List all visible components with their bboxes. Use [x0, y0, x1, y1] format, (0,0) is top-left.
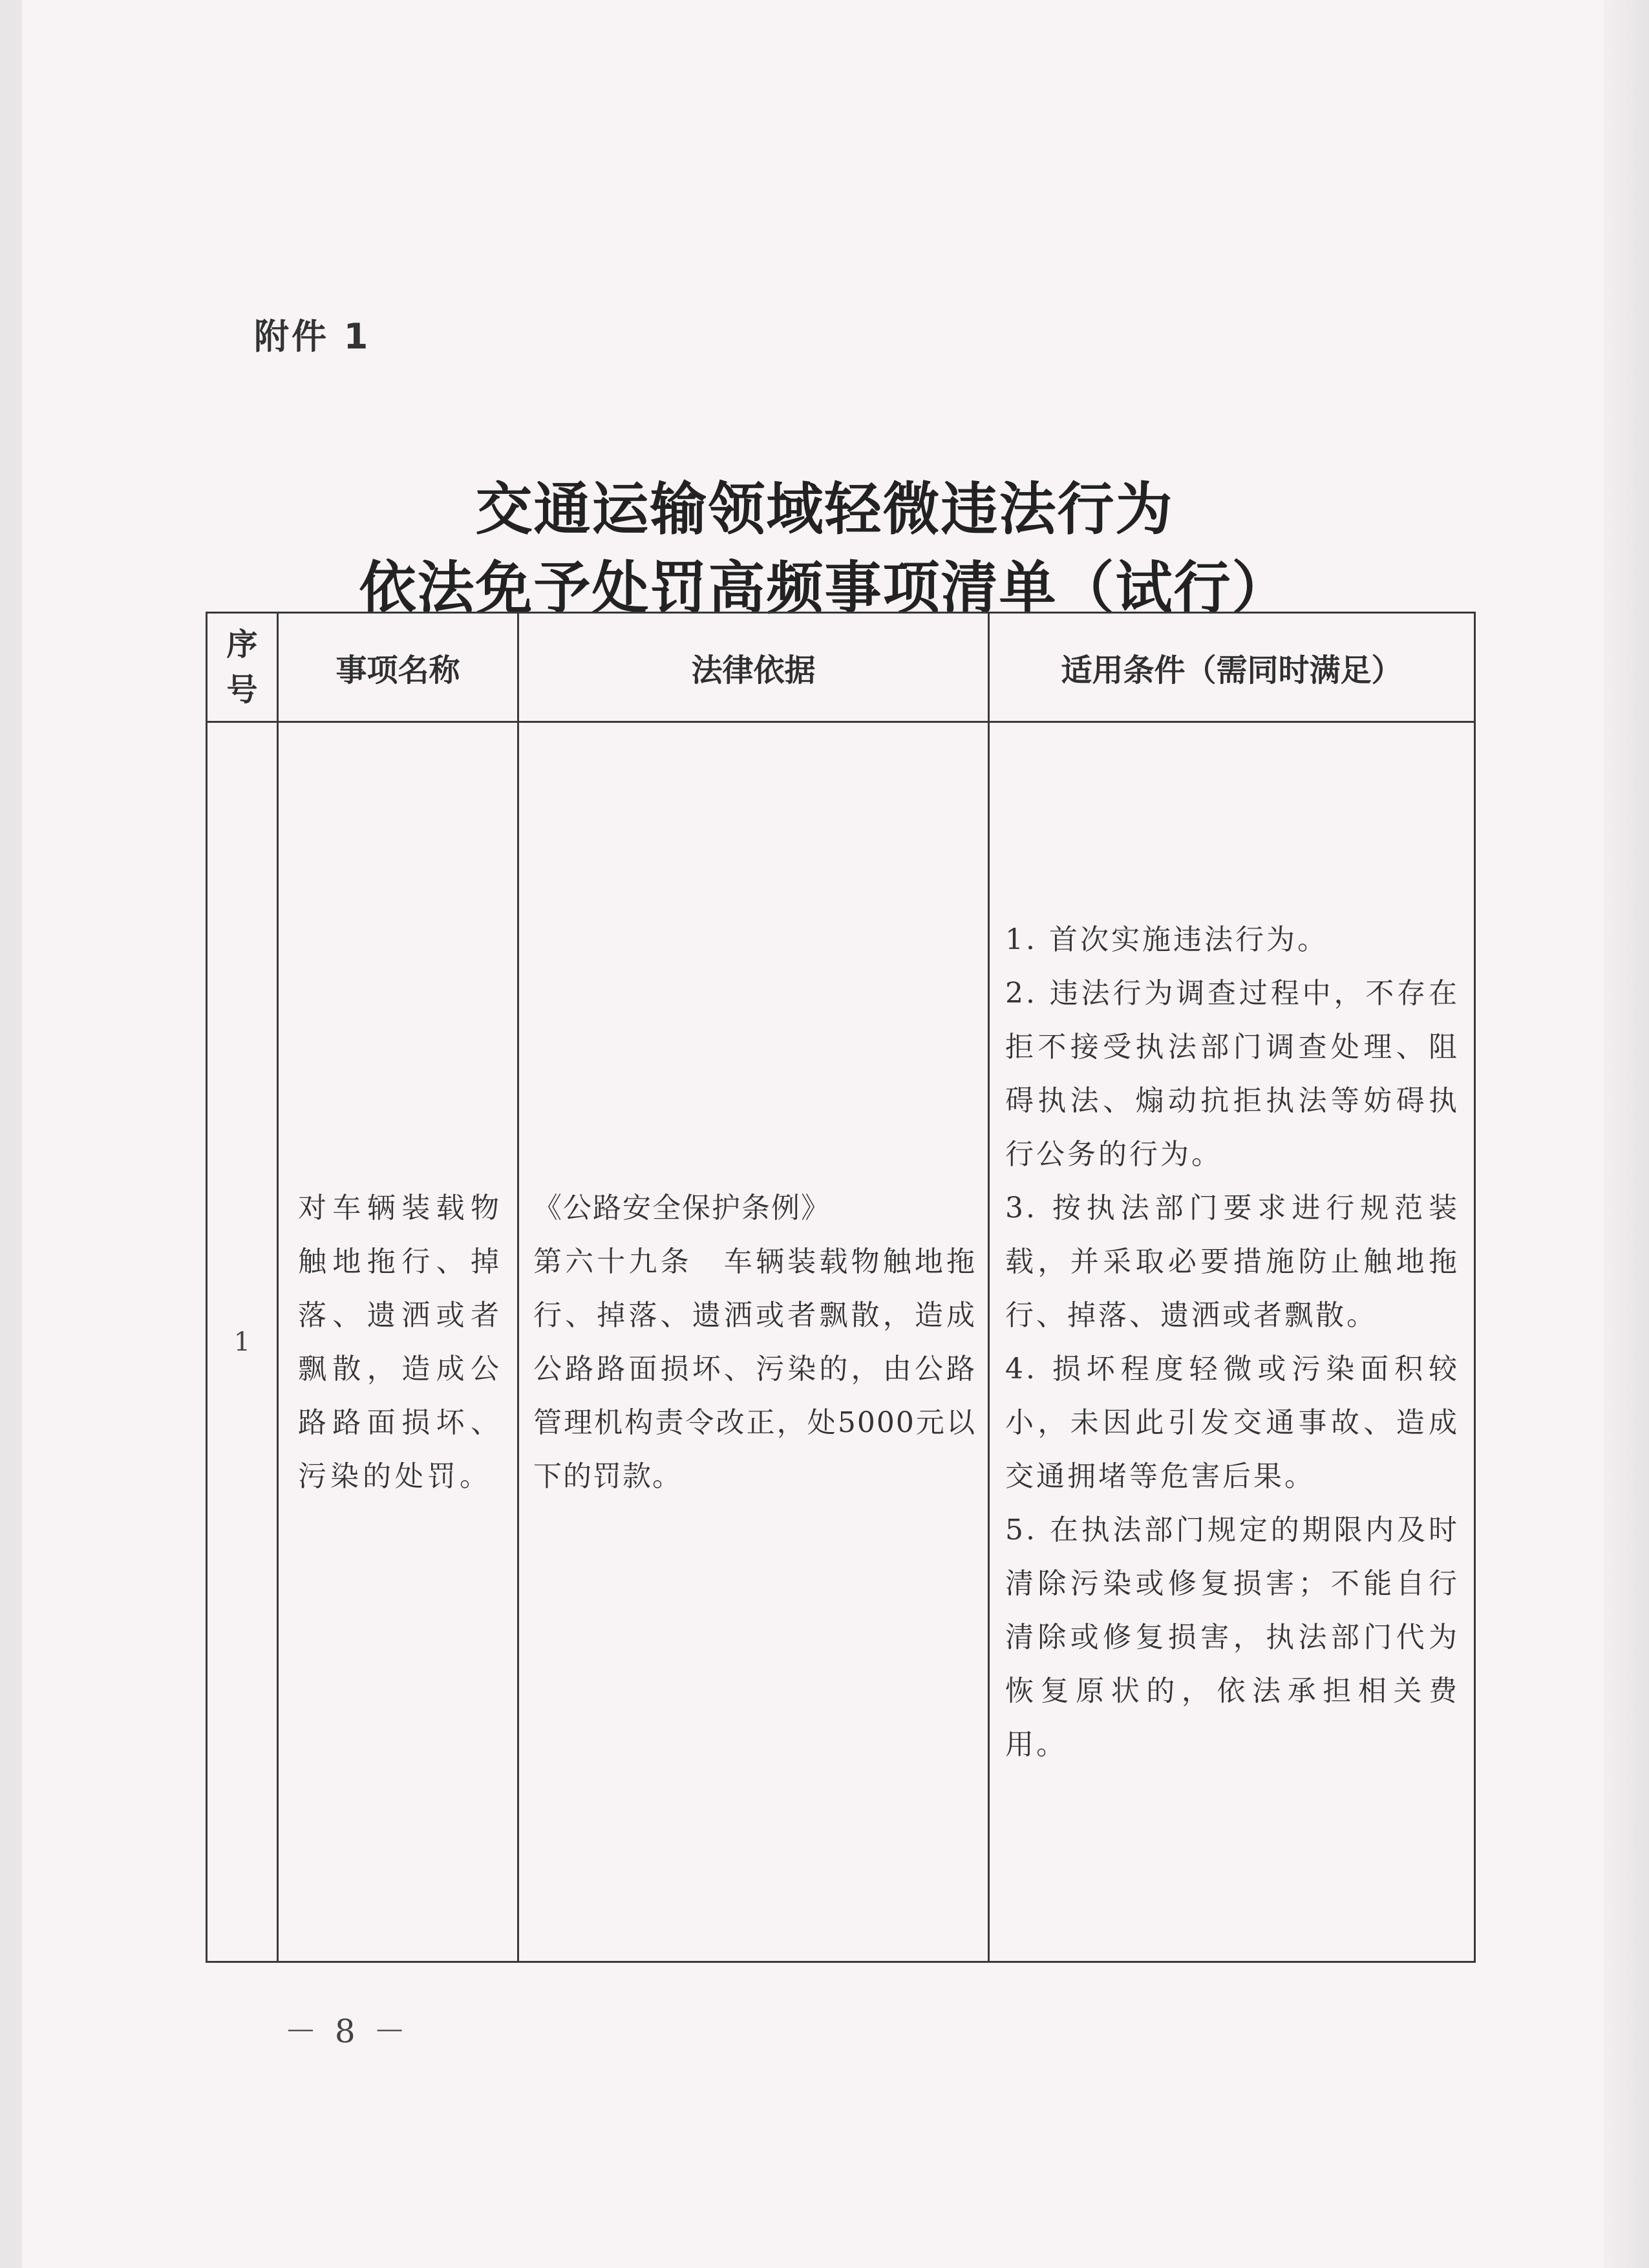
scan-edge-left [0, 0, 22, 2268]
row-legal-basis [518, 722, 989, 1962]
header-seq: 序 号 [207, 613, 278, 722]
header-legal-basis: 法律依据 [518, 613, 989, 722]
condition-item: 2. 违法行为调查过程中，不存在拒不接受执法部门调查处理、阻碍执法、煽动抗拒执法等妨碍执行公务的行为。 [1005, 976, 1460, 1171]
header-item-name: 事项名称 [278, 613, 518, 722]
scan-edge-right [1604, 0, 1649, 2268]
table-row [207, 722, 1475, 1962]
table-header-row [207, 613, 1475, 722]
document-title-line-2: 依法免予处罚高频事项清单（试行） [359, 554, 1290, 621]
page-number: － 8 － [284, 2013, 410, 2050]
row-conditions [989, 722, 1475, 1962]
condition-item: 5. 在执法部门规定的期限内及时清除污染或修复损害；不能自行清除或修复损害，执法部门代为恢复原状的，依法承担相关费用。 [1005, 1513, 1460, 1761]
exemption-list-table [206, 612, 1476, 1963]
header-conditions: 适用条件（需同时满足） [989, 613, 1475, 722]
row-seq: 1 [207, 722, 278, 1962]
legal-basis-article: 第六十九条 车辆装载物触地拖行、掉落、遗洒或者飘散，造成公路路面损坏、污染的，由公路管理机构责令改正，处5000元以下的罚款。 [533, 1245, 976, 1493]
row-item-name: 对车辆装载物触地拖行、掉落、遗洒或者飘散，造成公路路面损坏、污染的处罚。 [278, 722, 518, 1962]
condition-item: 4. 损坏程度轻微或污染面积较小，未因此引发交通事故、造成交通拥堵等危害后果。 [1005, 1352, 1460, 1493]
attachment-label: 附件 1 [254, 316, 371, 357]
condition-item: 3. 按执法部门要求进行规范装载，并采取必要措施防止触地拖行、掉落、遗洒或者飘散。 [1005, 1191, 1460, 1332]
legal-basis-law-title: 《公路安全保护条例》 [533, 1191, 831, 1225]
document-title-line-1: 交通运输领域轻微违法行为 [475, 475, 1174, 542]
condition-item: 1. 首次实施违法行为。 [1005, 923, 1328, 956]
